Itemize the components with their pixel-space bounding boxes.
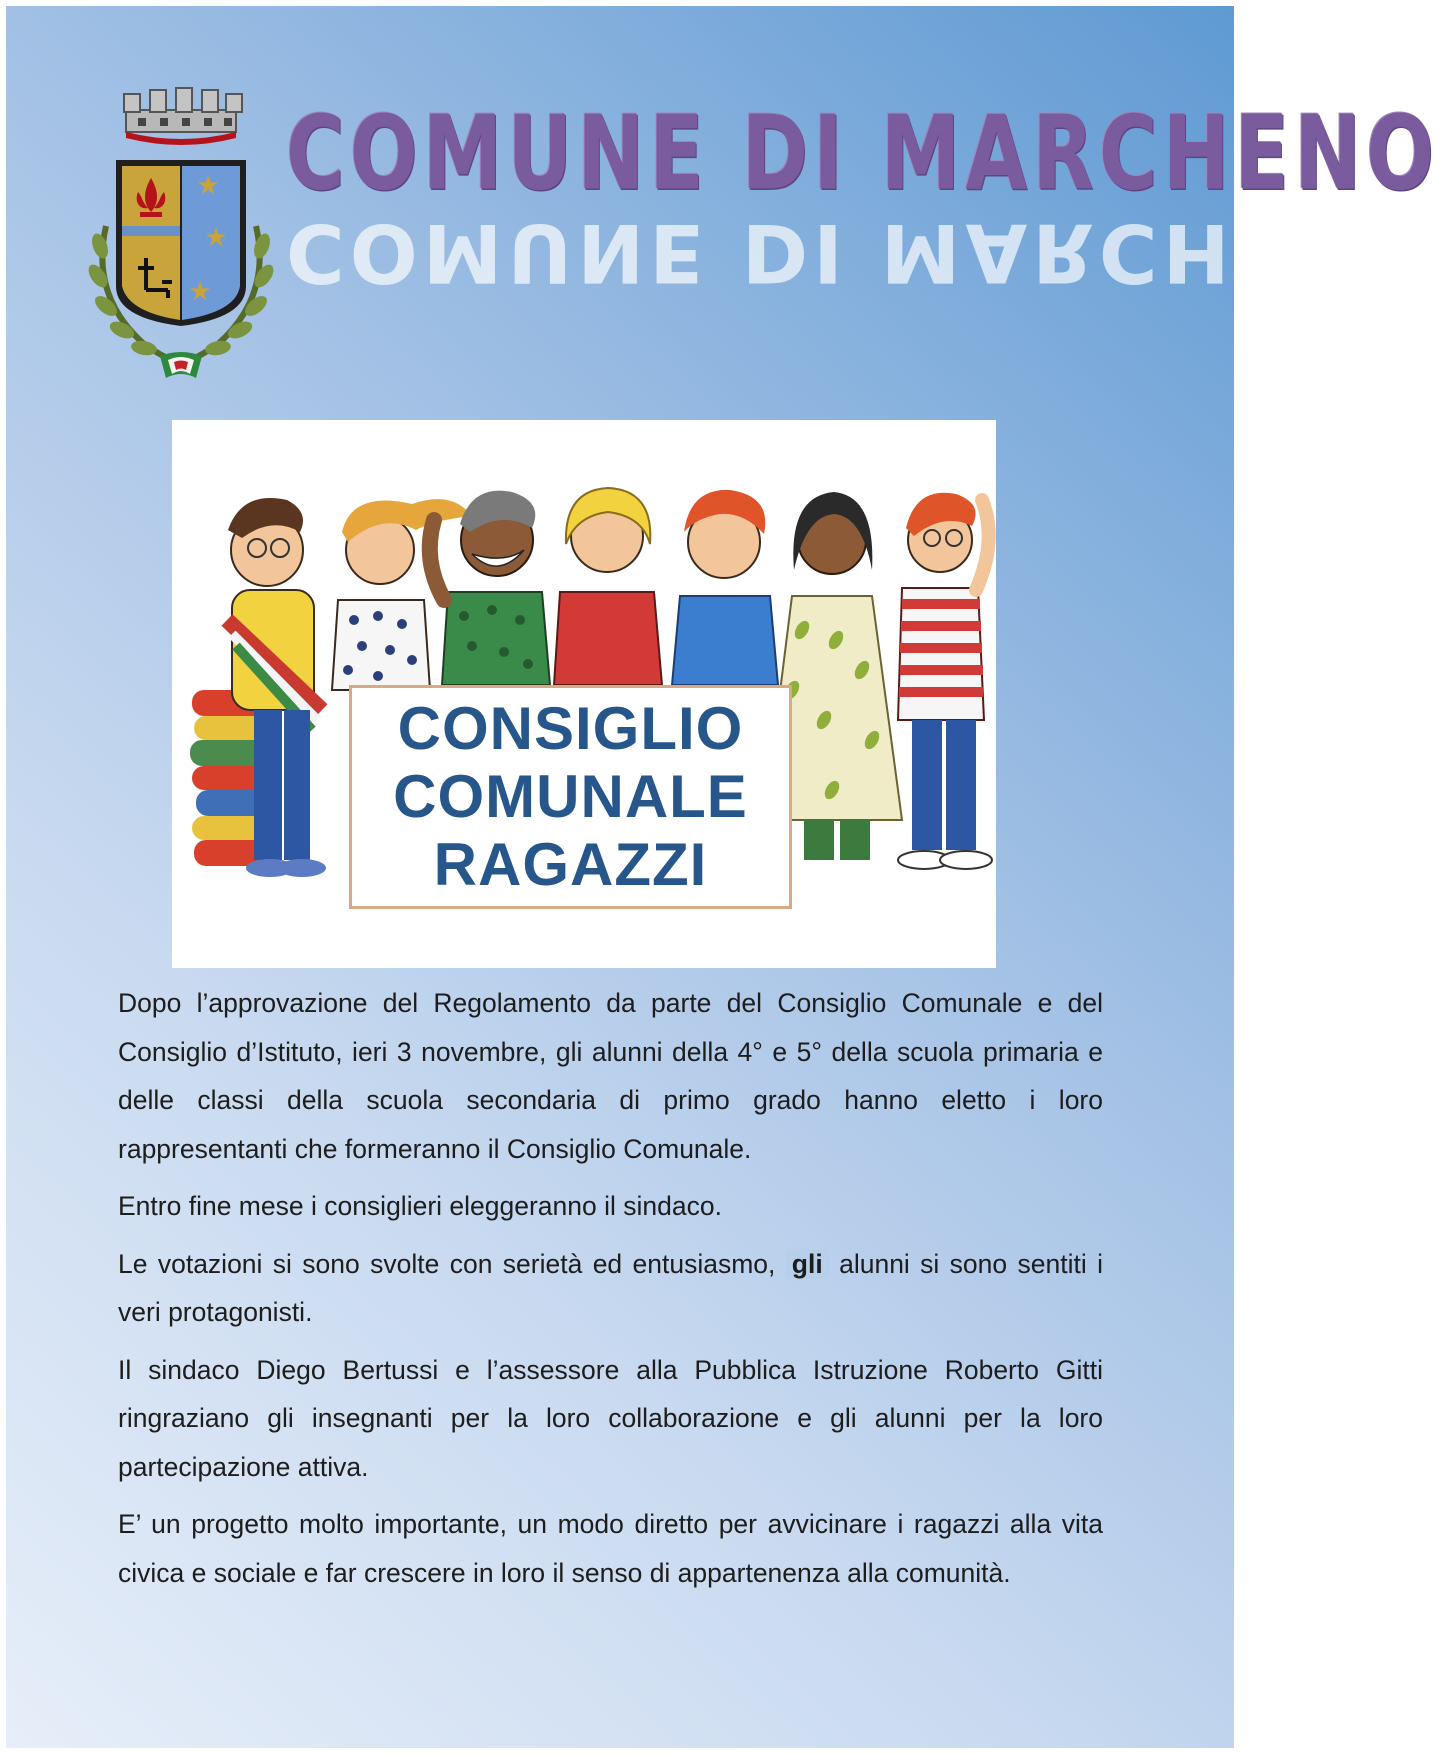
header-title-group bbox=[286, 94, 1439, 324]
body-text bbox=[118, 979, 1103, 1606]
svg-text:★: ★ bbox=[204, 223, 228, 253]
paragraph-1: Dopo l’approvazione del Regolamento da parte del Consiglio Comunale e del Consiglio d’Istituto, ieri 3 novembre, gli alunni della 4° e 5° della scuola primaria e delle classi della scuola secondaria di primo grado hanno eletto i loro rappresentanti che formeranno il Consiglio Comunale. bbox=[118, 988, 1103, 1164]
paragraph-2: Entro fine mese i consiglieri eleggeranno il sindaco. bbox=[118, 1191, 722, 1221]
consiglio-sign bbox=[349, 685, 792, 909]
poster-page bbox=[6, 6, 1439, 1748]
paragraph-3-end: alunni si sono sentiti i veri protagonisti. bbox=[118, 1248, 1103, 1327]
svg-text:★: ★ bbox=[188, 277, 212, 307]
paragraph-4: Il sindaco Diego Bertussi e l’assessore alla Pubblica Istruzione Roberto Gitti ringraziano gli insegnanti per la loro collaborazione e gli alunni per la loro partecipazione attiva. bbox=[118, 1354, 1103, 1482]
sign-line-1: CONSIGLIO bbox=[397, 695, 744, 762]
page-title-reflection: COMUNE DI MARCHENO bbox=[286, 206, 1439, 299]
highlighted-word: gli bbox=[786, 1249, 829, 1279]
page-title: COMUNE DI MARCHENO bbox=[286, 94, 1439, 214]
municipal-coat-of-arms-icon bbox=[76, 86, 286, 386]
paragraph-3 bbox=[118, 1240, 1103, 1337]
children-group-illustration bbox=[172, 420, 996, 968]
paragraph-3-start: Le votazioni si sono svolte con serietà ed entusiasmo, bbox=[118, 1248, 776, 1279]
sign-line-3: RAGAZZI bbox=[433, 831, 708, 898]
paragraph-5: E’ un progetto molto importante, un modo diretto per avvicinare i ragazzi alla vita civica e sociale e far crescere in loro il senso di appartenenza alla comunità. bbox=[118, 1509, 1103, 1588]
sign-line-2: COMUNALE bbox=[393, 763, 748, 830]
svg-text:★: ★ bbox=[196, 171, 220, 201]
